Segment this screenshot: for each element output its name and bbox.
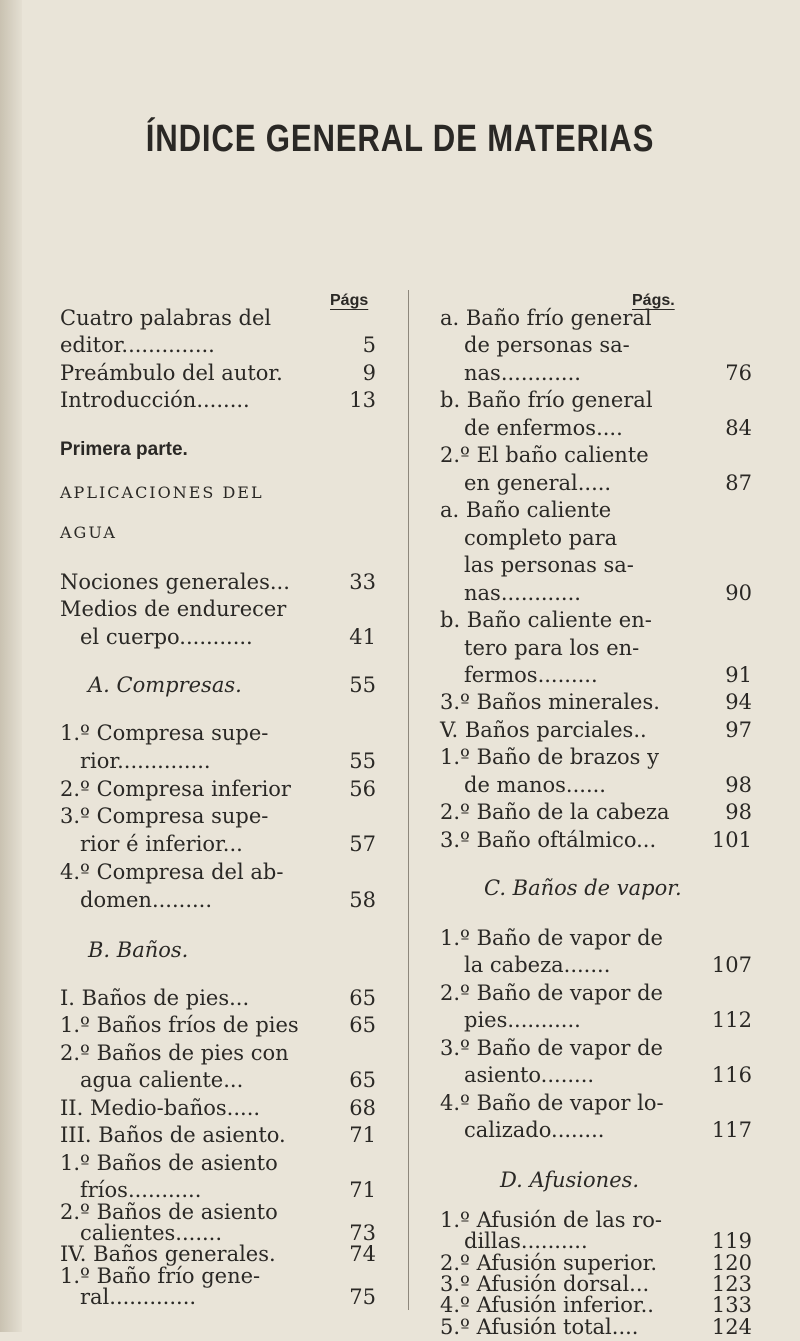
right-entry-text: 4.º Baño de vapor lo- [440,1091,664,1115]
right-entry-page: 97 [725,718,752,742]
left-entry [60,1121,376,1149]
left-entry-text: 4.º Compresa del ab- [60,860,284,884]
left-entry-text: 1.º Baño frío gene- [60,1263,261,1288]
left-column-header: Págs [330,292,369,309]
right-entry-page: 133 [711,1293,752,1318]
column-divider [408,290,409,1310]
left-entry-text: A. Compresas. [88,673,242,697]
right-entry-text: de enfermos.... [464,416,623,440]
left-entry-text: el cuerpo........... [80,625,253,649]
left-entry [88,671,376,699]
right-entry [440,1034,752,1062]
left-entry-text: 3.º Compresa supe- [60,804,269,828]
left-entry-text: 1.º Compresa supe- [60,721,269,745]
right-entry-text: 5.º Afusión total.... [440,1314,639,1339]
right-entry-page: 112 [711,1008,752,1032]
left-entry [60,359,376,387]
right-entry [464,951,752,979]
left-entry-text: 1.º Baños de asiento [60,1151,278,1175]
right-entry-text: 3.º Baño oftálmico... [440,828,657,852]
left-entry [60,595,376,623]
left-entry-text: 2.º Baños de asiento [60,1199,278,1224]
left-entry [60,858,376,886]
right-entry-text: dillas.......... [464,1228,588,1253]
left-entry [80,830,376,858]
right-entry [464,579,752,607]
right-entry-text: 1.º Baño de brazos y [440,745,659,769]
right-entry-page: 91 [725,663,752,687]
right-entry-text: nas............ [464,581,581,605]
right-entry-page: 94 [725,690,752,714]
left-entry-text: calientes....... [80,1220,223,1245]
right-entry-text: fermos......... [464,663,598,687]
left-entry [80,1066,376,1094]
left-entry-text: Cuatro palabras del [60,306,272,330]
left-entry-text: rior.............. [80,749,211,773]
right-entry-text: 2.º El baño caliente [440,443,649,467]
left-entry-text: 1.º Baños fríos de pies [60,1013,299,1037]
right-entry [464,359,752,387]
right-entry [440,496,752,524]
left-entry-page: 65 [349,1068,376,1092]
right-entry [440,798,752,826]
left-entry-text: B. Baños. [88,938,189,962]
left-entry-text: agua caliente... [80,1068,244,1092]
right-entry [440,304,752,332]
left-entry [60,719,376,747]
left-entry [60,304,376,332]
left-entry-page: 56 [349,777,376,801]
left-entry-page: 9 [362,361,376,385]
left-entry-text: 2.º Baños de pies con [60,1041,289,1065]
left-entry [60,519,376,547]
right-entry [464,1006,752,1034]
right-entry-page: 101 [711,828,752,852]
right-entry [464,469,752,497]
left-entry [88,936,376,964]
right-entry-text: en general..... [464,471,612,495]
right-entry-page: 117 [711,1118,752,1142]
left-entry-text: Nociones generales... [60,570,290,594]
left-entry-text: rior é inferior... [80,832,243,856]
left-entry-page: 71 [349,1123,376,1147]
right-entry-text: de manos...... [464,773,606,797]
left-entry-text: fríos........... [80,1178,202,1202]
right-entry-page: 119 [711,1228,752,1253]
right-entry-page: 84 [725,416,752,440]
right-entry [440,1089,752,1117]
right-entry-text: b. Baño frío general [440,388,653,412]
right-entry-text: completo para [464,526,618,550]
left-entry-text: Primera parte. [60,439,188,460]
right-entry-page: 116 [711,1063,752,1087]
left-entry [60,568,376,596]
left-entry [80,747,376,775]
right-entry-text: tero para los en- [464,636,640,660]
right-entry-text: a. Baño frío general [440,306,652,330]
left-entry-text: IV. Baños generales. [60,1241,276,1266]
left-entry-page: 5 [362,333,376,357]
left-entry [60,802,376,830]
right-entry-text: 2.º Baño de la cabeza [440,800,670,824]
right-entry [464,1061,752,1089]
left-entry-page: 41 [349,625,376,649]
left-entry [60,1039,376,1067]
left-entry-text: editor.............. [60,333,215,357]
right-entry-text: 4.º Afusión inferior.. [440,1293,654,1318]
right-entry-text: D. Afusiones. [500,1168,640,1192]
right-entry-text: 1.º Afusión de las ro- [440,1207,663,1232]
right-entry-text: asiento........ [464,1063,595,1087]
left-entry-page: 71 [349,1178,376,1202]
right-entry [440,1313,752,1341]
right-entry [484,874,752,902]
right-entry [440,743,752,771]
left-entry-text: ral............. [80,1284,197,1309]
left-entry-page: 55 [349,673,376,697]
right-entry [440,924,752,952]
left-entry-text: domen......... [80,888,213,912]
right-entry [440,688,752,716]
page-binding-edge [0,0,22,1332]
right-entry-text: a. Baño caliente [440,498,612,522]
right-entry [464,414,752,442]
right-column-header: Págs. [632,292,675,309]
right-entry [440,386,752,414]
left-entry-text: II. Medio-baños..... [60,1096,261,1120]
right-entry-text: b. Baño caliente en- [440,608,652,632]
right-entry-text: 3.º Baño de vapor de [440,1036,663,1060]
left-entry [60,436,376,464]
right-entry-text: de personas sa- [464,333,630,357]
left-entry-page: 58 [349,888,376,912]
left-entry [60,775,376,803]
right-entry-page: 123 [711,1271,752,1296]
right-entry [500,1166,752,1194]
left-entry-text: III. Baños de asiento. [60,1123,286,1147]
right-entry [464,634,752,662]
right-entry [464,1116,752,1144]
left-entry-page: 74 [349,1241,376,1266]
left-entry [80,623,376,651]
right-entry [440,716,752,744]
right-entry-page: 107 [711,953,752,977]
left-entry-page: 65 [349,1013,376,1037]
left-entry [60,331,376,359]
left-entry [80,1283,376,1311]
right-entry-page: 98 [725,773,752,797]
right-entry [440,826,752,854]
left-entry-text: APLICACIONES DEL [60,483,264,502]
right-entry [464,524,752,552]
left-entry-page: 75 [349,1284,376,1309]
right-entry-text: C. Baños de vapor. [484,876,682,900]
right-entry-page: 90 [725,581,752,605]
right-entry-text: 3.º Afusión dorsal... [440,1271,650,1296]
right-entry-text: 1.º Baño de vapor de [440,926,663,950]
left-entry-text: 2.º Compresa inferior [60,777,291,801]
right-entry-text: 2.º Baño de vapor de [440,981,663,1005]
right-entry-page: 124 [711,1314,752,1339]
page-title: ÍNDICE GENERAL DE MATERIAS [145,118,655,160]
right-entry-page: 120 [711,1250,752,1275]
left-entry [60,386,376,414]
left-entry-page: 65 [349,986,376,1010]
right-entry-text: V. Baños parciales.. [440,718,647,742]
right-entry-page: 87 [725,471,752,495]
right-entry-text: las personas sa- [464,553,634,577]
right-entry [440,979,752,1007]
left-entry-text: AGUA [60,523,117,542]
left-entry-page: 13 [349,388,376,412]
right-entry [464,331,752,359]
right-entry [464,771,752,799]
left-entry-text: Introducción........ [60,388,250,412]
right-entry-text: 3.º Baños minerales. [440,690,660,714]
left-entry-text: Medios de endurecer [60,597,287,621]
right-entry [440,606,752,634]
left-entry [60,1149,376,1177]
left-entry [80,886,376,914]
left-entry-page: 55 [349,749,376,773]
left-entry-text: Preámbulo del autor. [60,361,283,385]
left-entry-page: 33 [349,570,376,594]
right-entry-text: nas............ [464,361,581,385]
left-entry [60,479,376,507]
right-entry [440,441,752,469]
left-entry-text: I. Baños de pies... [60,986,250,1010]
right-entry [464,661,752,689]
right-entry-page: 76 [725,361,752,385]
right-entry [464,551,752,579]
left-entry [60,1011,376,1039]
left-entry-page: 68 [349,1096,376,1120]
right-entry-text: pies........... [464,1008,581,1032]
left-entry [60,984,376,1012]
right-entry-page: 98 [725,800,752,824]
left-entry-page: 57 [349,832,376,856]
right-entry-text: 2.º Afusión superior. [440,1250,657,1275]
left-entry [60,1094,376,1122]
right-entry-text: la cabeza....... [464,953,611,977]
right-entry-text: calizado........ [464,1118,605,1142]
left-entry-page: 73 [349,1220,376,1245]
